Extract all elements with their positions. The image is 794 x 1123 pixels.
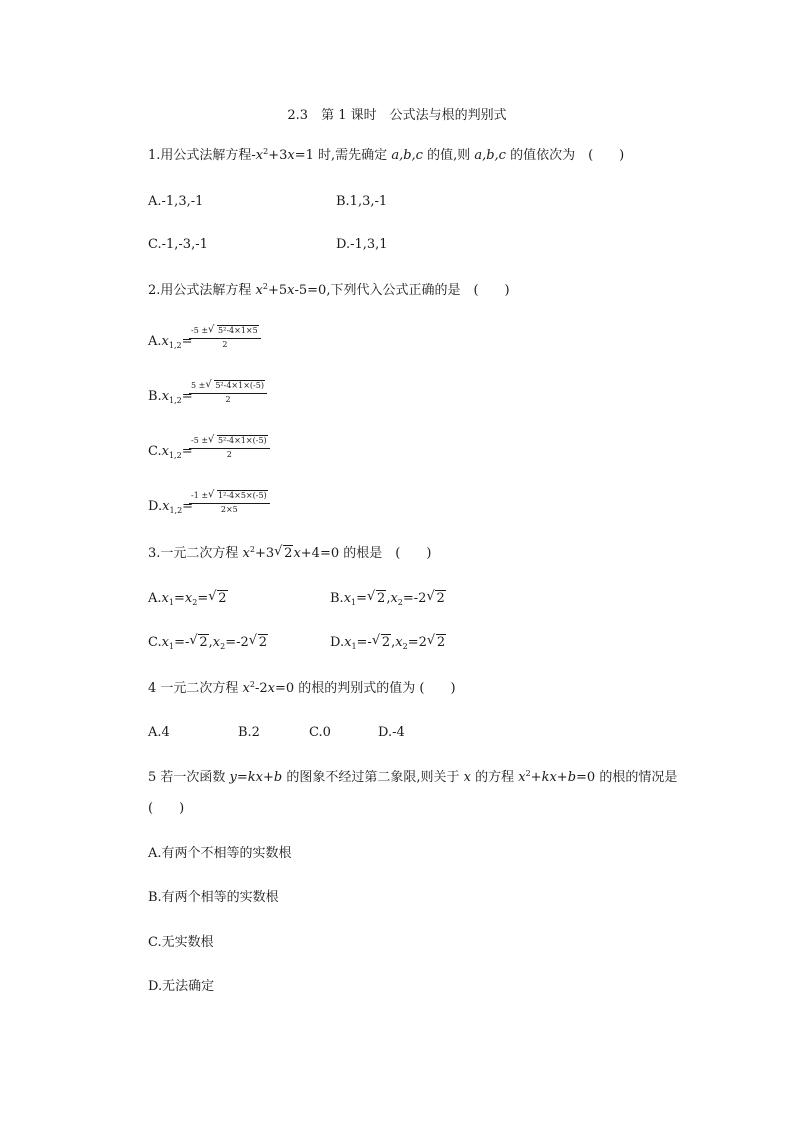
q4-option-d[interactable]: D.-4 — [378, 725, 405, 740]
q1-option-c[interactable]: C.-1,-3,-1 — [148, 237, 208, 252]
q3-option-c[interactable]: $C.x_1=-√$ $2,x_2=-2√$ 2 — [148, 634, 268, 652]
q4-option-a[interactable]: A.4 — [148, 725, 170, 740]
q5-option-d[interactable]: D.无法确定 — [148, 979, 215, 994]
question-1: 1.用公式法解方程$-x^2+3x=1$ 时,需先确定 a,b,c 的值,则 a,b,c 的值依次为 ( ) — [148, 147, 625, 163]
q5-option-c[interactable]: C.无实数根 — [148, 935, 214, 950]
q3-option-a[interactable]: $A.x_1=x_2=√$ 2 — [148, 590, 228, 608]
question-4: 4 一元二次方程 $x^2-2x=0$ 的根的判别式的值为 ( ) — [148, 680, 456, 696]
q5-option-a[interactable]: A.有两个不相等的实数根 — [148, 846, 292, 861]
question-2: 2.用公式法解方程 $x^2+5x-5=0$,下列代入公式正确的是 ( ) — [148, 282, 510, 298]
q3-option-b[interactable]: $B.x_1=√$ $2,x_2=-2√$ 2 — [330, 590, 446, 608]
page-title: 2.3 第 1 课时 公式法与根的判别式 — [287, 108, 507, 123]
q4-option-c[interactable]: C.0 — [309, 725, 331, 740]
question-5-paren: ( ) — [148, 801, 185, 816]
q4-option-b[interactable]: B.2 — [238, 725, 260, 740]
q1-option-b[interactable]: B.1,3,-1 — [336, 194, 388, 209]
question-3: 3.一元二次方程 $x^2+3√$ 2x+4=0 的根是 ( ) — [148, 545, 431, 563]
q5-option-b[interactable]: B.有两个相等的实数根 — [148, 890, 279, 905]
question-5: 5 若一次函数 y=kx+b 的图象不经过第二象限,则关于 x 的方程 $x^2+kx+b=0$ 的根的情况是 — [148, 769, 678, 785]
q3-option-d[interactable]: $D.x_1=-√$ $2,x_2=2√$ 2 — [330, 634, 446, 652]
q1-option-d[interactable]: D.-1,3,1 — [336, 237, 388, 252]
q1-option-a[interactable]: A.-1,3,-1 — [148, 194, 204, 209]
